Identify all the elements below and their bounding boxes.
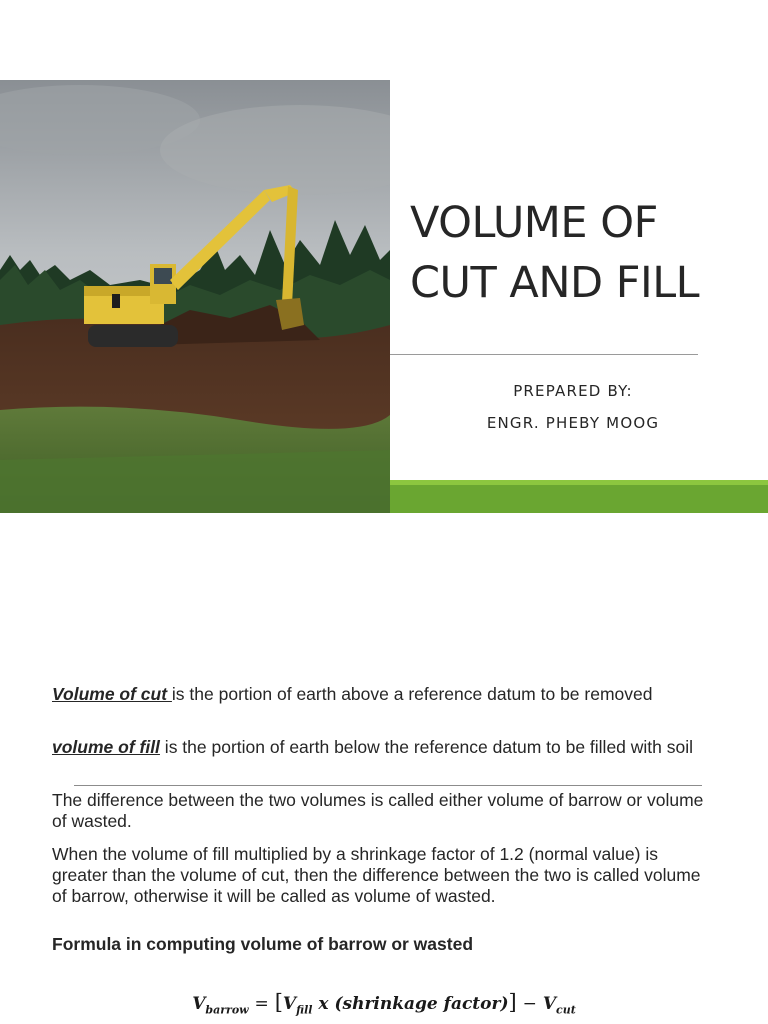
- excavator-photo: [0, 80, 390, 513]
- formula-cut-term: $V_{cut}$: [542, 994, 576, 1017]
- formula-open-bracket: [: [274, 990, 283, 1014]
- formula-factor: (shrinkage factor): [334, 994, 509, 1014]
- author-name: ENGR. PHEBY MOOG: [486, 414, 660, 432]
- accent-bar: [390, 480, 768, 513]
- section-divider: [74, 785, 702, 786]
- prepared-by-label: PREPARED BY:: [513, 382, 633, 400]
- barrow-formula: [0, 990, 768, 1016]
- fill-definition-text: is the portion of earth below the reference datum to be filled with soil: [159, 737, 694, 757]
- cut-definition-text: is the portion of earth above a reference datum to be removed: [171, 684, 653, 704]
- difference-paragraph: The difference between the two volumes is called either volume of barrow or volume of wasted.: [52, 790, 704, 831]
- formula-close-bracket: ]: [508, 990, 517, 1014]
- presentation-title: [410, 193, 760, 313]
- formula-minus: −: [522, 994, 537, 1014]
- formula-lhs: $V_{barrow}$: [192, 994, 249, 1017]
- formula-fill-term: $V_{fill}$: [282, 994, 313, 1017]
- excavator-image: [0, 80, 390, 513]
- cut-term: Volume of cut: [52, 684, 172, 704]
- cut-definition: [52, 684, 712, 705]
- formula-heading: Formula in computing volume of barrow or wasted: [52, 934, 474, 954]
- title-line-2: CUT AND FILL: [410, 258, 700, 308]
- fill-definition: [52, 737, 712, 758]
- title-line-1: VOLUME OF: [410, 198, 658, 248]
- title-slide: [0, 80, 768, 513]
- shrinkage-paragraph: When the volume of fill multiplied by a shrinkage factor of 1.2 (normal value) is greater than the volume of cut, then the difference between the two is called volume of barrow, otherwise it will be called as volume of wasted.: [52, 844, 701, 906]
- formula-times: x: [318, 994, 329, 1014]
- fill-term: volume of fill: [52, 737, 160, 757]
- formula-equals: =: [254, 994, 269, 1014]
- title-divider: [390, 354, 698, 355]
